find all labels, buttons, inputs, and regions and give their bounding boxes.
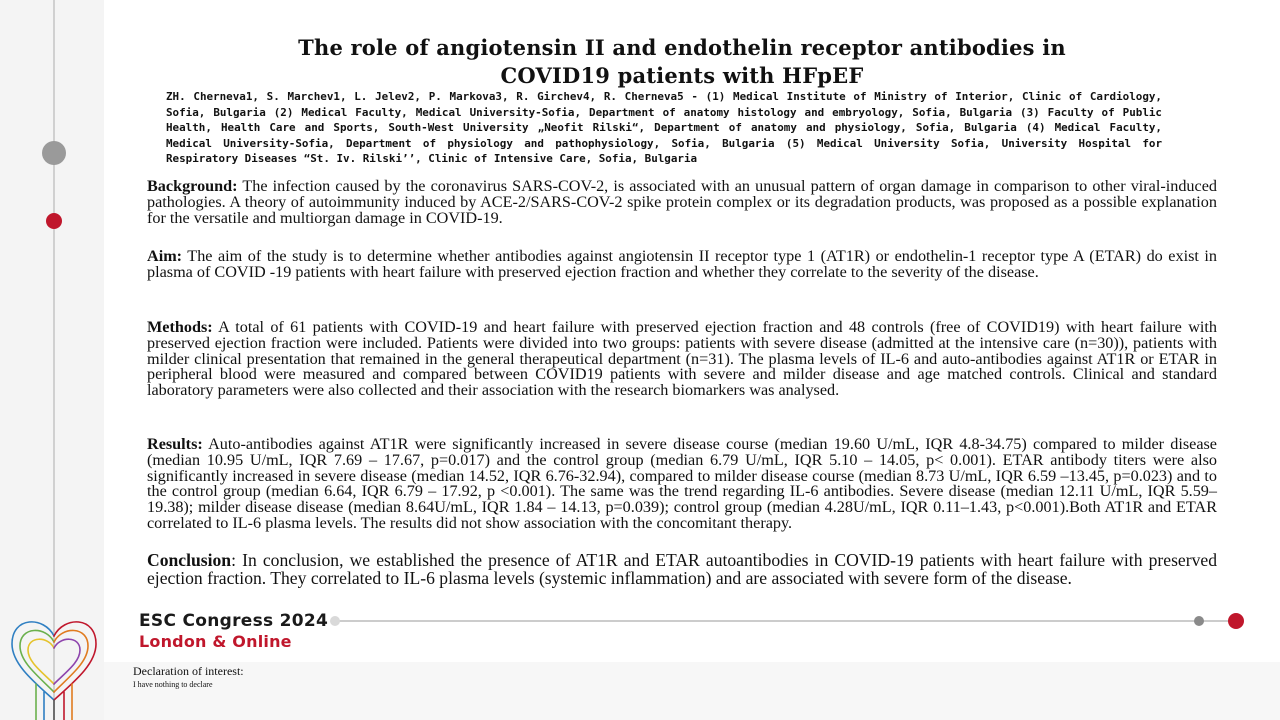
methods-label: Methods: <box>147 318 213 336</box>
footer-background <box>104 662 1280 720</box>
declaration-title: Declaration of interest: <box>133 664 244 678</box>
background-label: Background: <box>147 177 238 195</box>
poster-title <box>170 34 1194 90</box>
background-section <box>147 179 1217 226</box>
authors-affiliations: ZH. Cherneva1, S. Marchev1, L. Jelev2, P. Markova3, R. Girchev4, R. Cherneva5 - (1) Medical Institute of Ministry of Interior, Clinic of Cardiology, Sofia, Bulgaria (2) Medical Faculty, Medical University-Sofia, Department of anatomy histology and embryology, Sofia, Bulgaria (3) Faculty of Public Health, Health Care and Sports, South-West University „Neofit Rilski“, Department of anatomy and physiology, Sofia, Bulgaria (4) Medical Faculty, Medical University-Sofia, Department of physiology and pathophysiology, Sofia, Bulgaria (5) Medical University Sofia, University Hospital for Respiratory Diseases “St. Iv. Rilski’’, Clinic of Intensive Care, Sofia, Bulgaria <box>166 90 1162 165</box>
conclusion-label: Conclusion <box>147 550 232 570</box>
title-line-2: COVID19 patients with HFpEF <box>500 63 864 88</box>
results-text: Auto-antibodies against AT1R were significantly increased in severe disease course (median 19.60 U/mL, IQR 4.8-34.75) compared to milder disease (median 10.95 U/mL, IQR 7.69 – 17.67, p=0.017) and the control group (median 6.79 U/mL, IQR 5.10 – 14.05, p< 0.001). ETAR antibody titers were also significantly increased in severe disease (median 14.52, IQR 6.76-32.94), compared to milder disease course (median 8.73 U/mL, IQR 6.59 –13.45, p=0.023) and to the control group (median 6.64, IQR 6.79 – 17.92, p <0.001). The same was the trend regarding IL-6 antibodies. Severe disease (median 12.11 U/mL, IQR 5.59–19.38); milder disease disease (median 8.64U/mL, IQR 1.84 – 14.13, p=0.039); control group (median 4.28U/mL, IQR 0.11–1.43, p<0.001).Both AT1R and ETAR correlated to IL-6 plasma levels. The results did not show association with the concomitant therapy. <box>147 435 1217 532</box>
background-text: The infection caused by the coronavirus SARS-COV-2, is associated with an unusual pattern of organ damage in comparison to other viral-induced pathologies. A theory of autoimmunity induced by ACE-2/SARS-COV-2 spike protein complex or its degradation products, was proposed as a possible explanation for the versatile and multiorgan damage in COVID-19. <box>147 177 1217 227</box>
methods-section <box>147 320 1217 399</box>
timeline-dot-gray <box>42 141 66 165</box>
footer-timeline-dot-red <box>1228 613 1244 629</box>
footer-timeline-dot-gray <box>1194 616 1204 626</box>
footer-timeline-dot-start <box>330 616 340 626</box>
results-label: Results: <box>147 435 203 453</box>
title-line-1: The role of angiotensin II and endothelin receptor antibodies in <box>298 35 1066 60</box>
methods-text: A total of 61 patients with COVID-19 and heart failure with preserved ejection fraction and 48 controls (free of COVID19) with heart failure with preserved ejection fraction were included. Patients were divided into two groups: patients with severe disease (admitted at the intensive care (n=30)), patients with milder clinical presentation that remained in the general therapeutical department (n=31). The plasma levels of IL-6 and auto-antibodies against AT1R or ETAR in peripheral blood were measured and compared between COVID19 patients with severe and milder disease and age matched controls. Clinical and standard laboratory parameters were also collected and their association with the research biomarkers was analysed. <box>147 318 1217 400</box>
footer-timeline-line <box>332 620 1236 622</box>
results-section <box>147 437 1217 532</box>
declaration-text: I have nothing to declare <box>133 680 213 689</box>
timeline-dot-red <box>46 213 62 229</box>
congress-name: ESC Congress 2024 <box>139 611 329 631</box>
aim-text: The aim of the study is to determine whether antibodies against angiotensin II receptor type 1 (AT1R) or endothelin-1 receptor type A (ETAR) do exist in plasma of COVID -19 patients with heart failure with preserved ejection fraction and whether they correlate to the severity of the disease. <box>147 247 1217 281</box>
conclusion-section <box>147 552 1217 587</box>
aim-label: Aim: <box>147 247 183 265</box>
congress-location: London & Online <box>139 632 292 651</box>
aim-section <box>147 249 1217 281</box>
esc-heart-circuit-logo <box>4 608 104 720</box>
conclusion-text: : In conclusion, we established the presence of AT1R and ETAR autoantibodies in COVID-19 patients with heart failure with preserved ejection fraction. They correlated to IL-6 plasma levels (systemic inflammation) and are associated with severe form of the disease. <box>147 550 1217 588</box>
